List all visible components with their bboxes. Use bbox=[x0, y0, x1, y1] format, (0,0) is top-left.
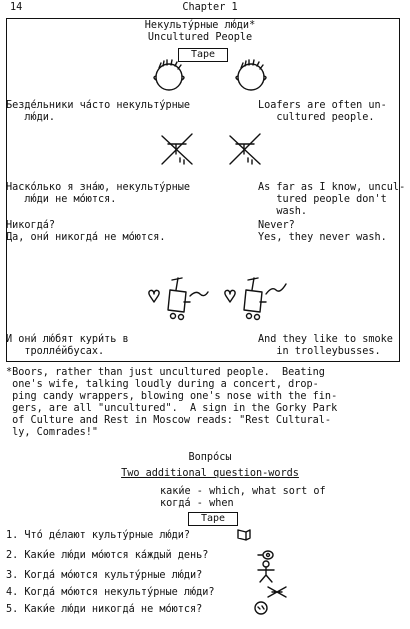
crossed-washbasin-icon bbox=[226, 130, 266, 170]
question-5: 5. Каки́е лю́ди никогда́ не мо́ются? bbox=[6, 604, 203, 615]
face-icon bbox=[150, 60, 198, 94]
page-number: 14 bbox=[10, 2, 23, 13]
line2-en-b: tured people don't bbox=[258, 194, 387, 205]
dirty-face-icon bbox=[252, 600, 270, 616]
word-kakie: каки́е - which, what sort of bbox=[160, 486, 326, 497]
footnote-line-6: ly, Comrades!" bbox=[6, 427, 99, 438]
question-3: 3. Когда́ мо́ются культу́рные лю́ди? bbox=[6, 570, 203, 581]
line3-ru-a: Никогда́? bbox=[6, 220, 56, 231]
question-4: 4. Когда́ мо́ются некульту́рные лю́ди? bbox=[6, 587, 215, 598]
line4-en-b: in trolleybusses. bbox=[258, 346, 381, 357]
line1-en-b: cultured people. bbox=[258, 112, 375, 123]
smoking-trolleybus-icon bbox=[222, 272, 292, 328]
box-title-en: Uncultured People bbox=[147, 32, 253, 43]
line4-ru-a: И они́ лю́бят кури́ть в bbox=[6, 334, 129, 345]
footnote-line-4: gers, are all "uncultured". A sign in the Gorky Park bbox=[6, 403, 338, 414]
line2-ru-b: лю́ди не мо́ются. bbox=[6, 194, 117, 205]
crossed-washbasin-icon bbox=[158, 130, 198, 170]
washbasin-icon bbox=[266, 584, 290, 600]
question-1: 1. Что́ де́лают культу́рные лю́ди? bbox=[6, 530, 191, 541]
word-kogda: когда́ - when bbox=[160, 498, 234, 509]
face-icon bbox=[232, 60, 280, 94]
tape-label: Tape bbox=[178, 48, 228, 62]
tape-label-questions: Tape bbox=[188, 512, 238, 526]
line3-en-b: Yes, they never wash. bbox=[258, 232, 387, 243]
line4-en-a: And they like to smoke bbox=[258, 334, 393, 345]
line3-en-a: Never? bbox=[258, 220, 295, 231]
line3-ru-b: Да, они́ никогда́ не мо́ются. bbox=[6, 232, 166, 243]
line2-en-c: wash. bbox=[258, 206, 308, 217]
washing-figure-icon bbox=[254, 560, 282, 584]
footnote-line-1: *Boors, rather than just uncultured people. Beating bbox=[6, 367, 325, 378]
question-2: 2. Каки́е лю́ди мо́ются ка́ждый день? bbox=[6, 550, 209, 561]
questions-heading: Вопро́сы bbox=[188, 452, 232, 463]
footnote-line-2: one's wife, talking loudly during a concert, drop- bbox=[6, 379, 319, 390]
line4-ru-b: тролле́йбусах. bbox=[6, 346, 105, 357]
smoking-trolleybus-icon bbox=[146, 272, 212, 328]
book-icon bbox=[236, 528, 252, 542]
line1-ru-b: лю́ди. bbox=[6, 112, 56, 123]
box-title-ru: Некульту́рные лю́ди* bbox=[144, 20, 256, 31]
line2-ru-a: Наско́лько я зна́ю, некульту́рные bbox=[6, 182, 191, 193]
line1-ru-a: Безде́льники ча́сто некульту́рные bbox=[6, 100, 191, 111]
questions-subheading: Two additional question-words bbox=[121, 468, 299, 479]
chapter-title: Chapter 1 bbox=[182, 2, 238, 13]
footnote-line-5: of Culture and Rest in Moscow reads: "Rest Cultural- bbox=[6, 415, 332, 426]
footnote-line-3: ping candy wrappers, blowing one's nose with the fin- bbox=[6, 391, 338, 402]
line1-en-a: Loafers are often un- bbox=[258, 100, 387, 111]
line2-en-a: As far as I know, uncul- bbox=[258, 182, 406, 193]
